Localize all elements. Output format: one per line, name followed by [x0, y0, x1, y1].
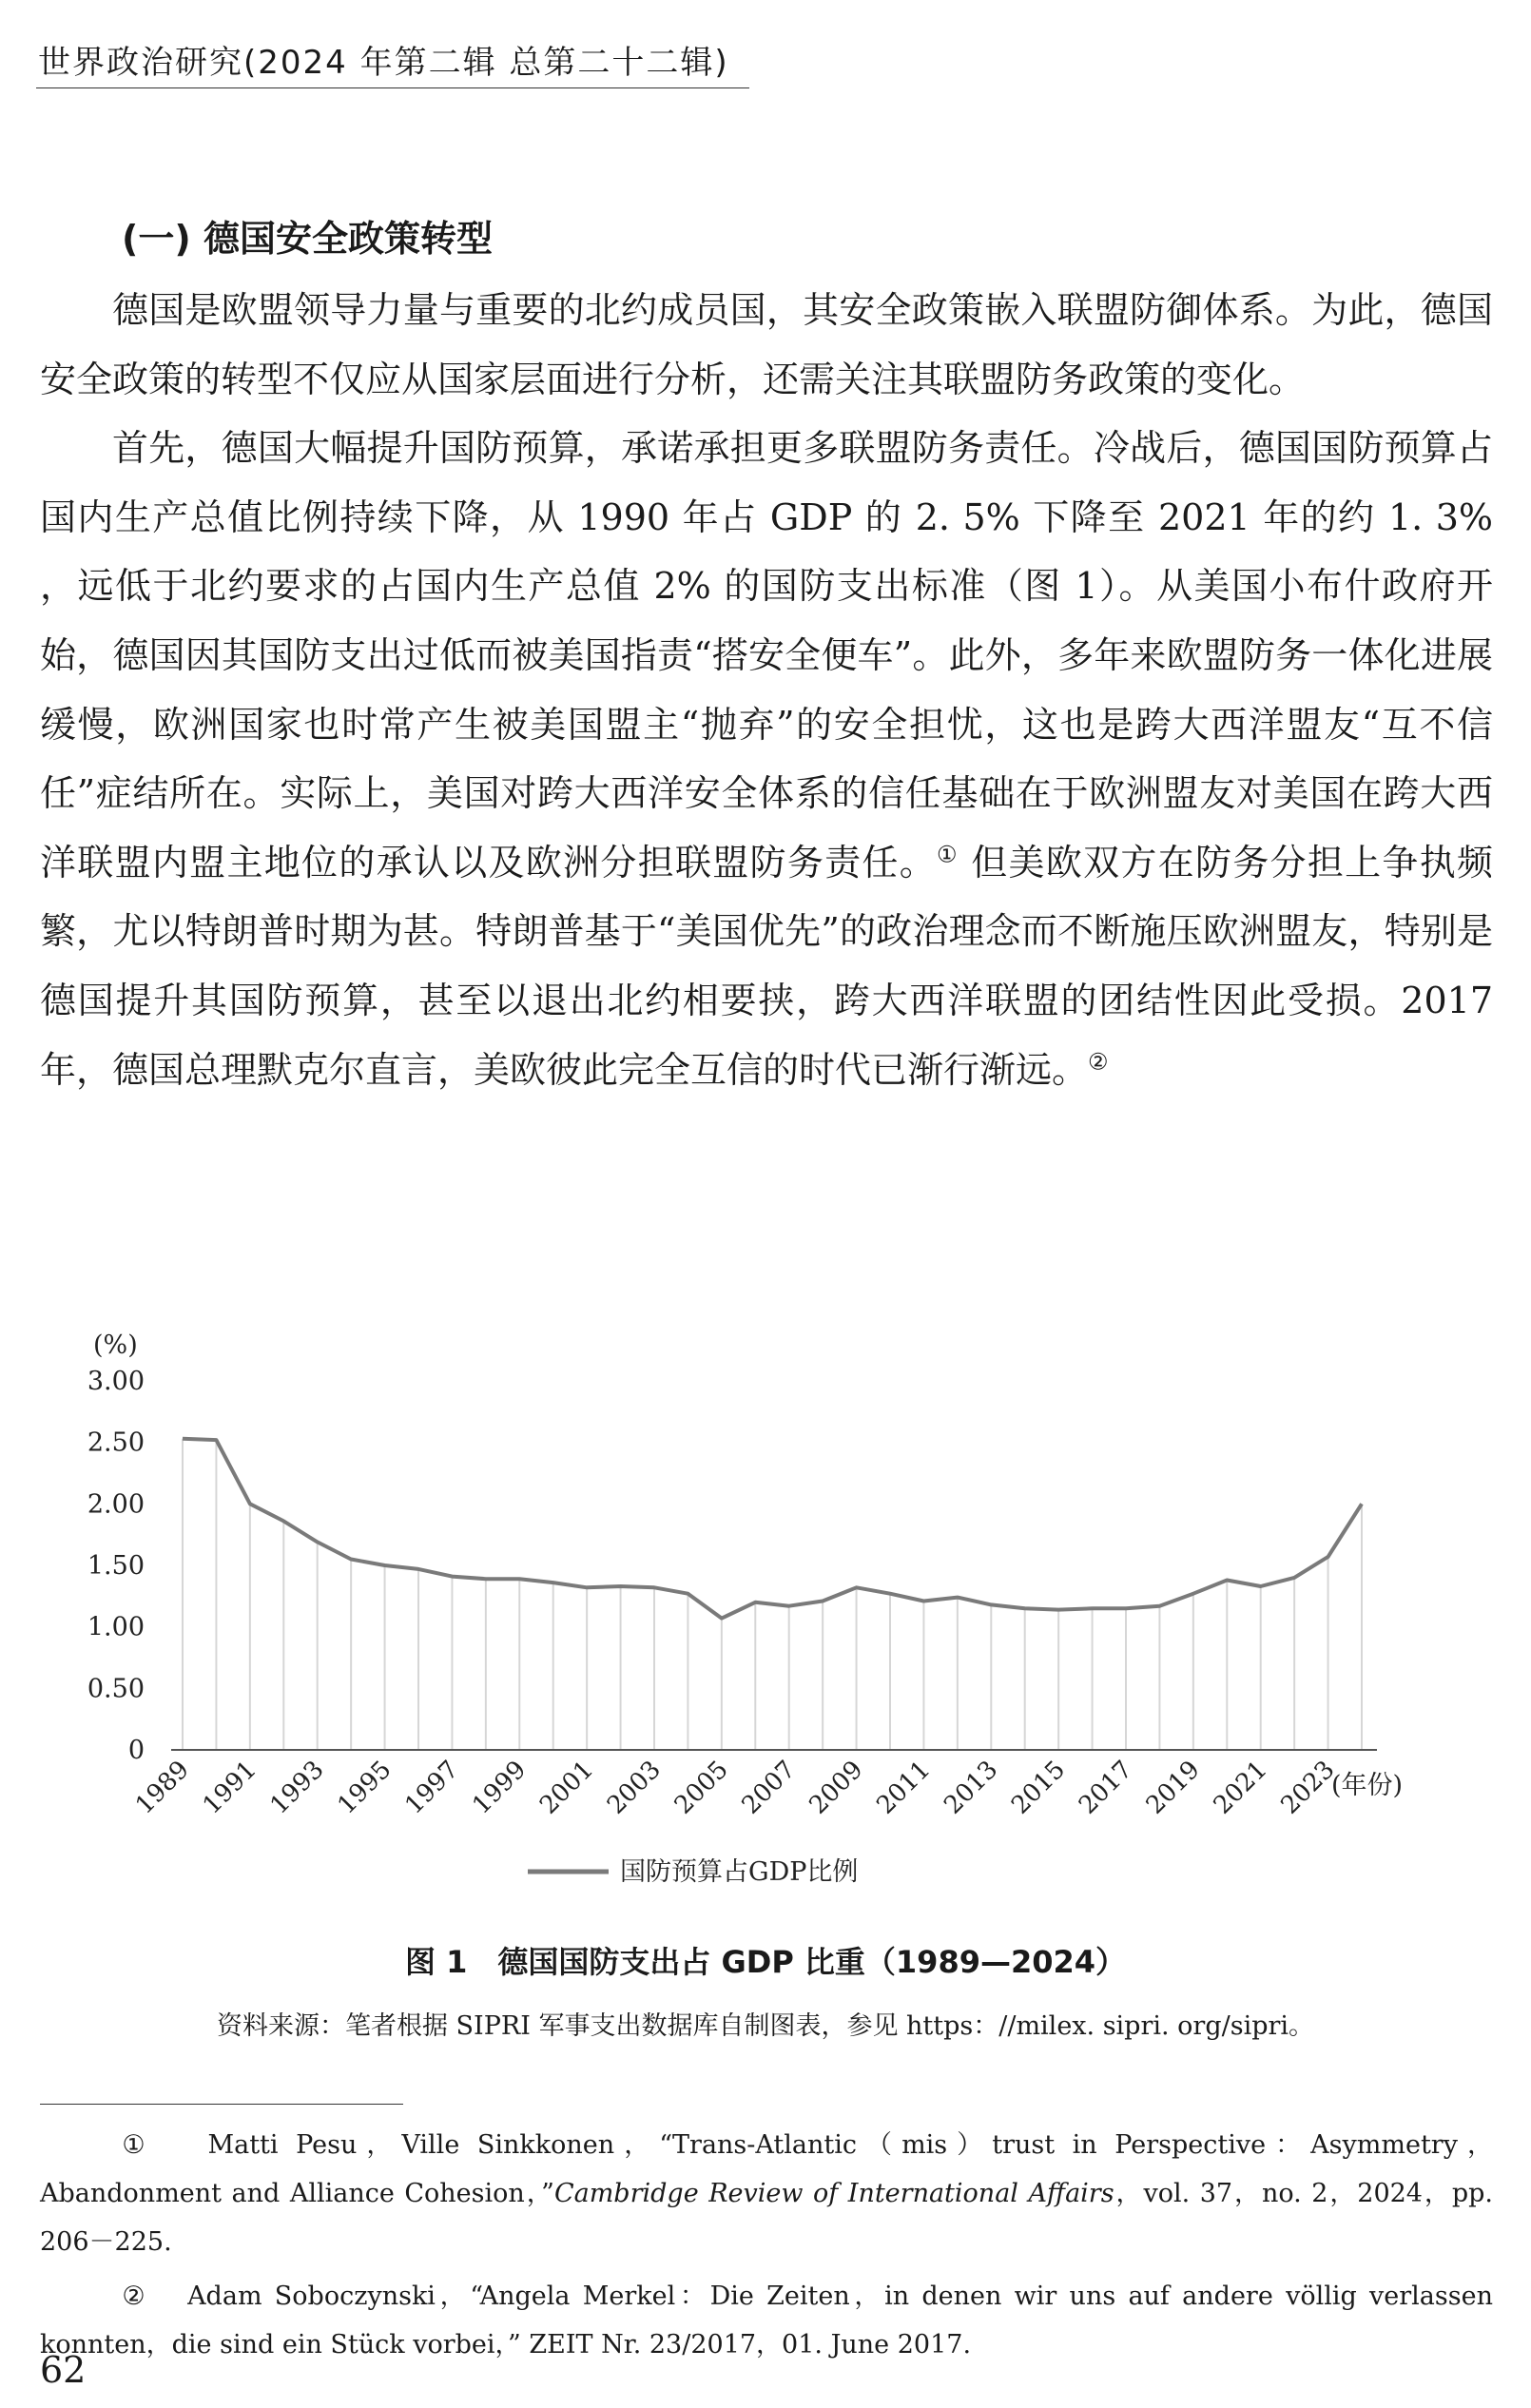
footnote-1-text-a: Matti Pesu，Ville Sinkkonen，“Trans-Atlantic（mis）trust in Perspective：Asymmetry，Abandonment and Alliance Cohesion，”	[40, 2130, 1493, 2208]
footnote-ref-1[interactable]: ①	[937, 841, 959, 868]
paragraph-1: 德国是欧盟领导力量与重要的北约成员国，其安全政策嵌入联盟防御体系。为此，德国安全政策的转型不仅应从国家层面进行分析，还需关注其联盟防务政策的变化。	[40, 289, 1493, 400]
paragraph-2-part-a: 首先，德国大幅提升国防预算，承诺承担更多联盟防务责任。冷战后，德国国防预算占国内生产总值比例持续下降，从 1990 年占 GDP 的 2. 5% 下降至 2021 年的约 1. 3% ，远低于北约要求的占国内生产总值 2% 的国防支出标准（图 1）。从美国小布什政府开始，德国因其国防支出过低而被美国指责“搭安全便车”。此外，多年来欧盟防务一体化进展缓慢，欧洲国家也时常产生被美国盟主“抛弃”的安全担忧，这也是跨大西洋盟友“互不信任”症结所在。实际上，美国对跨大西洋安全体系的信任基础在于欧洲盟友对美国在跨大西洋联盟内盟主地位的承认以及欧洲分担联盟防务责任。	[40, 427, 1493, 884]
footnote-rule	[40, 2104, 403, 2105]
x-tick-1991: 1991	[197, 1755, 262, 1820]
y-tick-0: 0	[127, 1736, 145, 1765]
y-tick-1.00: 1.00	[87, 1612, 145, 1642]
series-line-defense-gdp	[183, 1439, 1362, 1619]
footnote-1-journal: Cambridge Review of International Affairs	[553, 2179, 1114, 2208]
y-tick-2.00: 2.00	[87, 1489, 145, 1520]
footnote-mark-2: ②	[122, 2282, 150, 2311]
x-axis-label: (年份)	[1331, 1771, 1404, 1800]
body-text	[40, 276, 1493, 1104]
y-tick-2.50: 2.50	[87, 1427, 145, 1458]
y-tick-labels	[87, 1367, 145, 1765]
x-tick-2013: 2013	[939, 1755, 1004, 1820]
x-tick-1993: 1993	[264, 1755, 330, 1820]
x-tick-1989: 1989	[129, 1755, 195, 1820]
x-tick-1999: 1999	[467, 1755, 533, 1820]
running-head: 世界政治研究(2024 年第二辑 总第二十二辑)	[38, 44, 729, 82]
legend-label: 国防预算占GDP比例	[620, 1857, 859, 1887]
paragraph-2	[40, 414, 1493, 1104]
footnote-mark-1: ①	[122, 2130, 155, 2160]
x-tick-2011: 2011	[871, 1755, 937, 1820]
section-title: (一) 德国安全政策转型	[122, 218, 493, 260]
x-tick-1997: 1997	[399, 1755, 465, 1820]
x-tick-labels	[130, 1756, 1341, 1820]
x-tick-2001: 2001	[534, 1755, 600, 1820]
x-tick-2009: 2009	[804, 1755, 869, 1820]
x-tick-2015: 2015	[1006, 1755, 1072, 1820]
figure-source: 资料来源：笔者根据 SIPRI 军事支出数据库自制图表，参见 https：//milex. sipri. org/sipri。	[216, 2011, 1315, 2041]
footnote-1	[40, 2121, 1493, 2266]
footnote-2-text: Adam Soboczynski，“Angela Merkel：Die Zeiten，in denen wir uns auf andere völlig verlassen konnten，die sind ein Stück vorbei，” ZEIT Nr. 23/2017，01. June 2017.	[40, 2282, 1493, 2359]
x-tick-1995: 1995	[332, 1755, 397, 1820]
page-number: 62	[40, 2349, 87, 2391]
paragraph-2-part-b: 但美欧双方在防务分担上争执频繁，尤以特朗普时期为甚。特朗普基于“美国优先”的政治理念而不断施压欧洲盟友，特别是德国提升其国防预算，甚至以退出北约相要挟，跨大西洋联盟的团结性因此受损。2017 年，德国总理默克尔直言，美欧彼此完全互信的时代已渐行渐远。	[40, 841, 1493, 1091]
footnote-2	[40, 2272, 1493, 2369]
figure-caption: 图 1 德国国防支出占 GDP 比重（1989—2024）	[404, 1944, 1127, 1980]
x-tick-2007: 2007	[736, 1755, 802, 1820]
header-rule	[36, 87, 749, 88]
x-tick-2003: 2003	[601, 1755, 667, 1820]
defense-spending-chart	[76, 1322, 1483, 1893]
footnote-1-text-b: ，vol. 37，no. 2，2024，pp. 206－225.	[40, 2179, 1494, 2257]
y-axis-label: (%)	[93, 1330, 138, 1360]
footnote-ref-2[interactable]: ②	[1088, 1047, 1109, 1075]
y-tick-3.00: 3.00	[87, 1367, 145, 1396]
x-tick-2019: 2019	[1140, 1755, 1206, 1820]
x-tick-2005: 2005	[669, 1755, 734, 1820]
x-tick-2023: 2023	[1275, 1755, 1341, 1820]
x-tick-2017: 2017	[1073, 1755, 1138, 1820]
vertical-gridlines	[183, 1439, 1362, 1750]
y-tick-1.50: 1.50	[87, 1551, 145, 1581]
footnotes	[40, 2121, 1493, 2375]
x-tick-2021: 2021	[1208, 1755, 1273, 1820]
y-tick-0.50: 0.50	[87, 1674, 145, 1704]
